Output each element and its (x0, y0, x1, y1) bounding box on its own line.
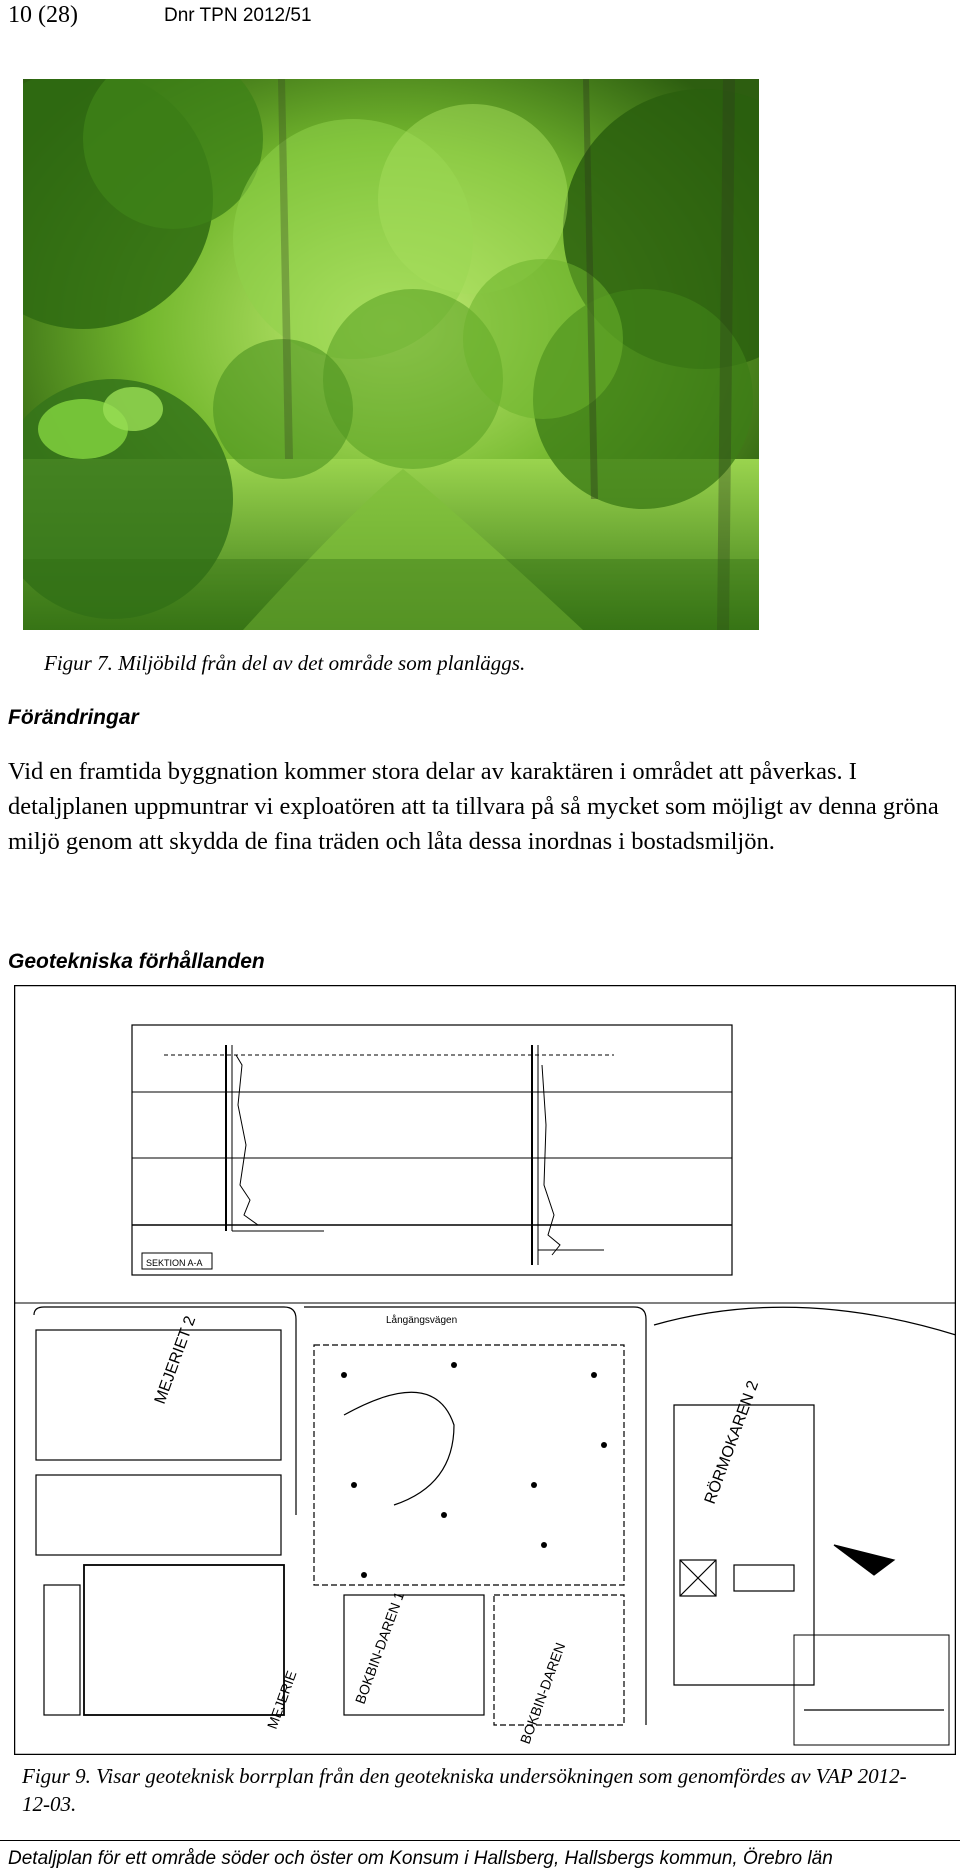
lot-label-bokbindaren: BOKBIN-DAREN (516, 1640, 569, 1747)
lot-label-mejerie: MEJERIE (263, 1668, 300, 1732)
paragraph-forandringar: Vid en framtida byggnation kommer stora delar av karaktären i området att påverkas. I detaljplanen uppmuntrar vi exploatören att ta tillvara på så mycket som möjligt av denna gröna miljö genom att skydda de fina träden och låta dessa inordnas i bostadsmiljön. (8, 758, 939, 855)
borehole-plan-svg (14, 985, 956, 1755)
footer-rule (0, 1840, 960, 1841)
road-label: Långängsvägen (386, 1315, 458, 1326)
lot-label-rormokaren: RÖRMOKAREN 2 (701, 1378, 763, 1507)
heading-geotekniska: Geotekniska förhållanden (8, 950, 265, 973)
footer-text: Detaljplan för ett område söder och öster om Konsum i Hallsberg, Hallsbergs kommun, Örebro län (8, 1848, 833, 1869)
section-label: SEKTION A-A (146, 1258, 203, 1268)
lot-label-bokbindaren-1: BOKBIN-DAREN 1 (351, 1589, 408, 1707)
figure-7-caption: Figur 7. Miljöbild från del av det område som planläggs. (44, 651, 526, 675)
document-reference: Dnr TPN 2012/51 (164, 5, 312, 26)
heading-forandringar: Förändringar (8, 706, 139, 729)
forest-photo (23, 79, 759, 630)
lot-label-mejeriet: MEJERIET 2 (151, 1313, 200, 1407)
figure-9-caption: Figur 9. Visar geoteknisk borrplan från den geotekniska undersökningen som genomfördes av VAP 2012-12-03. (22, 1764, 907, 1816)
page-number: 10 (28) (8, 2, 78, 28)
geotechnical-drawing (14, 985, 956, 1755)
